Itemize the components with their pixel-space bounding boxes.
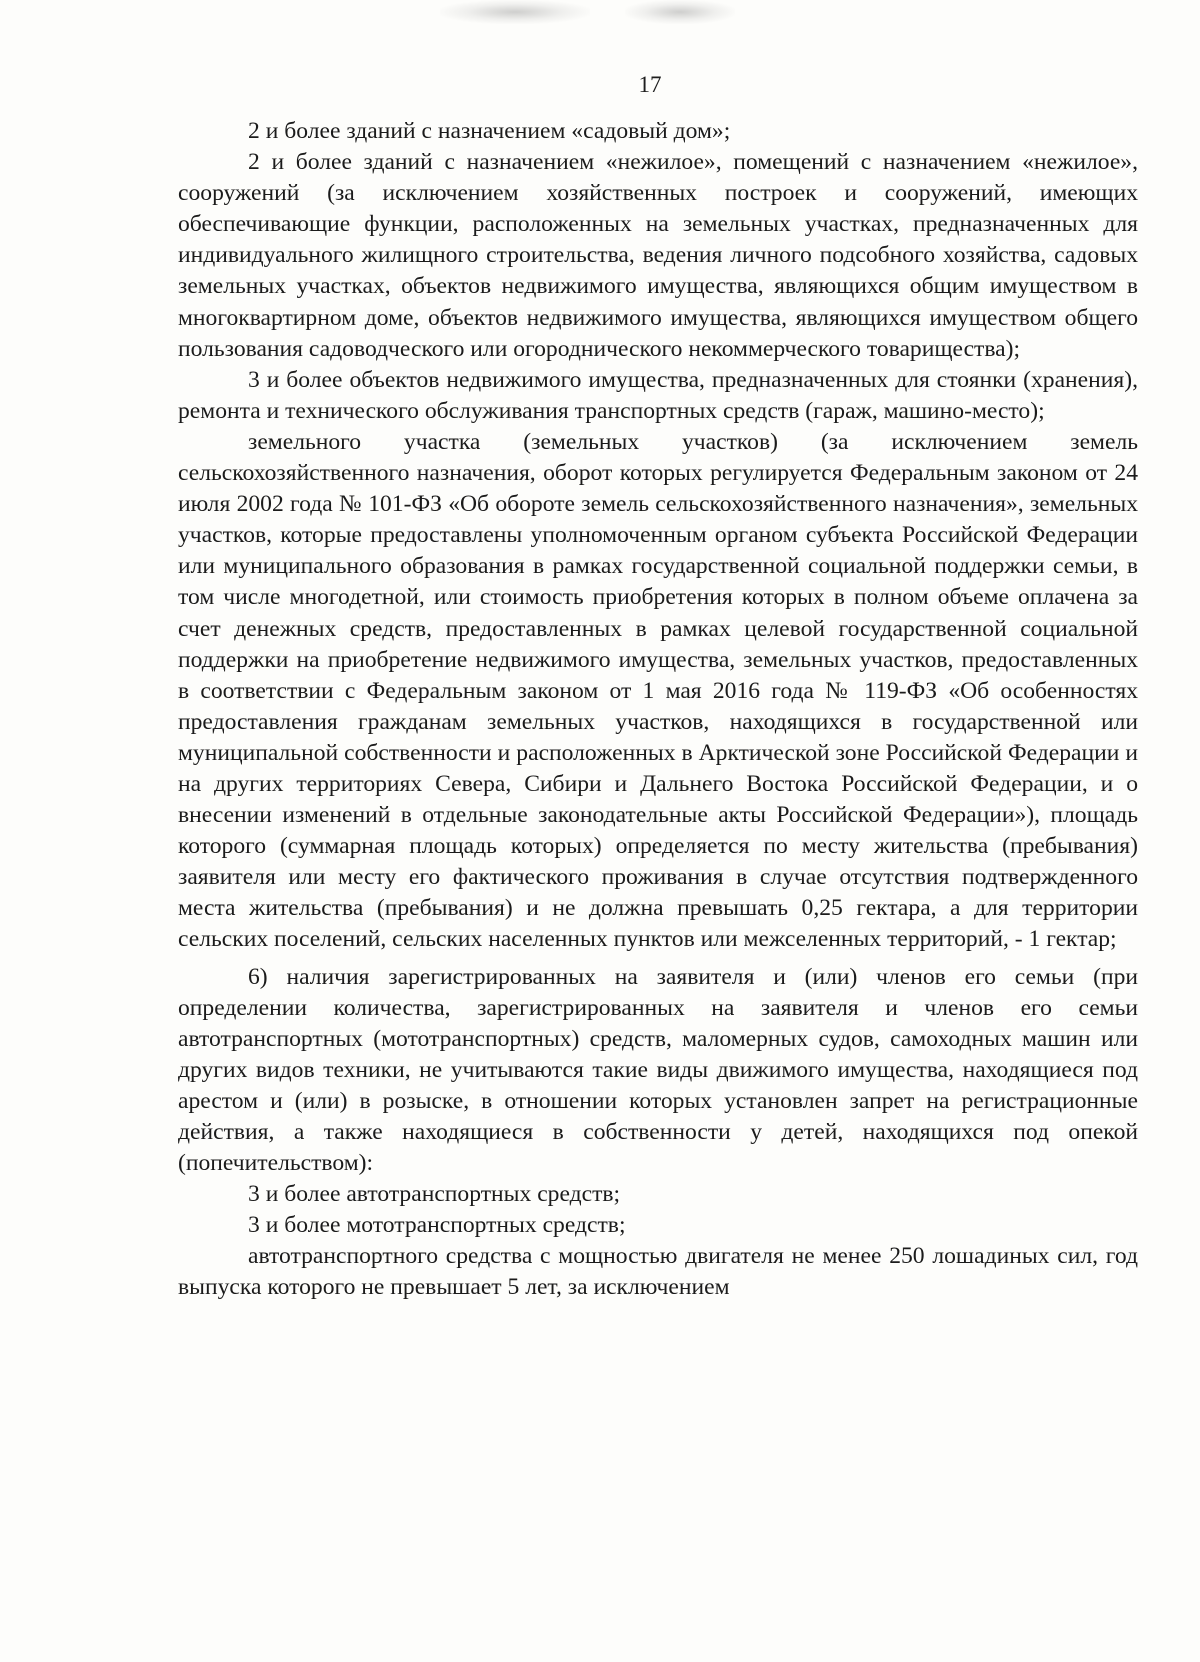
paragraph: 3 и более мототранспортных средств;: [248, 1212, 626, 1239]
paragraph: земельного участка (земельных участков) (за исключением земель сельскохозяйственного назначения, оборот которых регулируется Федеральным законом от 24 июля 2002 года № 101-ФЗ «Об обороте земель сельскохозяйственного назначения», земельных участков, которые предоставлены уполномоченным органом субъекта Российской Федерации или муниципального образования в рамках государственной социальной поддержки семьи, в том числе многодетной, или стоимость приобретения которых в полном объеме оплачена за счет денежных средств, предоставленных в рамках целевой государственной социальной поддержки на приобретение недвижимого имущества, земельных участков, предоставленных в соответствии с Федеральным законом от 1 мая 2016 года № 119-ФЗ «Об особенностях предоставления гражданам земельных участков, находящихся в государственной или муниципальной собственности и расположенных в Арктической зоне Российской Федерации и на других территориях Севера, Сибири и Дальнего Востока Российской Федерации, и о внесении изменений в отдельные законодательные акты Российской Федерации»), площадь которого (суммарная площадь которых) определяется по месту жительства (пребывания) заявителя или месту его фактического проживания в случае отсутствия подтвержденного места жительства (пребывания) и не должна превышать 0,25 гектара, а для территории сельских поселений, сельских населенных пунктов или межселенных территорий, - 1 гектар;: [178, 428, 1138, 953]
paragraph: 2 и более зданий с назначением «садовый дом»;: [248, 118, 731, 144]
paragraph: 3 и более автотранспортных средств;: [248, 1181, 621, 1208]
scan-smudge: [625, 0, 735, 24]
scan-smudge: [440, 0, 590, 24]
document-body: [178, 116, 1138, 1304]
paragraph: 3 и более объектов недвижимого имущества, предназначенных для стоянки (хранения), ремонта и технического обслуживания транспортных средств (гараж, машино-место);: [178, 366, 1138, 424]
page-number: 17: [638, 72, 662, 97]
paragraph: 6) наличия зарегистрированных на заявителя и (или) членов его семьи (при определении количества, зарегистрированных на заявителя и членов его семьи автотранспортных (мототранспортных) средств, маломерных судов, самоходных машин или других видов техники, не учитываются такие виды движимого имущества, находящиеся под арестом и (или) в розыске, в отношении которых установлен запрет на регистрационные действия, а также находящиеся в собственности у детей, находящихся под опекой (попечительством):: [178, 963, 1138, 1177]
paragraph: автотранспортного средства с мощностью двигателя не менее 250 лошадиных сил, год выпуска которого не превышает 5 лет, за исключением: [178, 1243, 1138, 1301]
paragraph: 2 и более зданий с назначением «нежилое», помещений с назначением «нежилое», сооружений (за исключением хозяйственных построек и сооружений, имеющих обеспечивающие функции, расположенных на земельных участках, предназначенных для индивидуального жилищного строительства, ведения личного подсобного хозяйства, садовых земельных участках, объектов недвижимого имущества, являющихся общим имуществом в многоквартирном доме, объектов недвижимого имущества, являющихся имуществом общего пользования садоводческого или огороднического некоммерческого товарищества);: [178, 149, 1138, 362]
